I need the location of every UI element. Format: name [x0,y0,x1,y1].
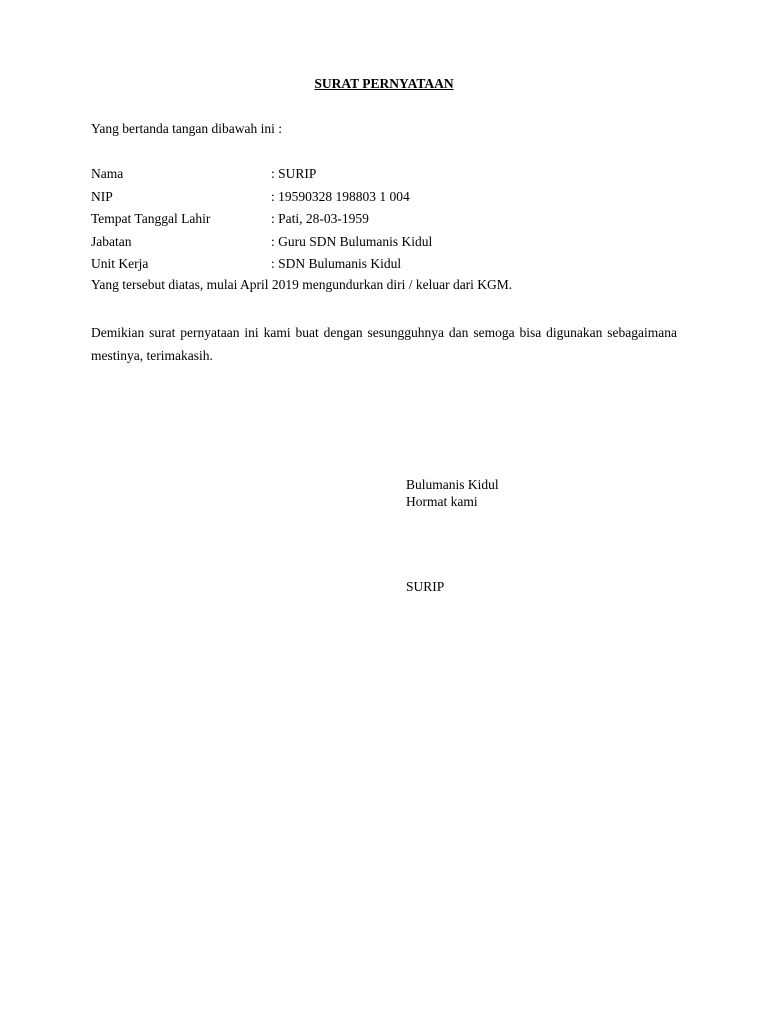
identity-fields [91,165,681,278]
signature-name: SURIP [406,579,445,594]
field-row-ttl [91,210,681,233]
field-label: Tempat Tanggal Lahir [91,211,211,226]
document-title: SURAT PERNYATAAN [314,76,454,91]
field-row-jabatan [91,233,681,256]
intro-text: Yang bertanda tangan dibawah ini : [91,121,282,136]
signature-greeting: Hormat kami [406,494,478,509]
field-value: : SDN Bulumanis Kidul [271,256,402,271]
closing-paragraph: Demikian surat pernyataan ini kami buat dengan sesungguhnya dan semoga bisa digunakan sebagaimana mestinya, terimakasih. [91,325,677,363]
field-label: Unit Kerja [91,256,149,271]
field-value: : SURIP [271,166,317,181]
field-label: NIP [91,188,113,204]
statement-text: Yang tersebut diatas, mulai April 2019 mengundurkan diri / keluar dari KGM. [91,277,513,292]
field-value: : 19590328 198803 1 004 [271,188,410,204]
field-label: Jabatan [91,233,132,249]
field-row-nama [91,165,681,188]
signature-place: Bulumanis Kidul [406,477,499,492]
field-label: Nama [91,166,124,181]
field-value: : Pati, 28-03-1959 [271,211,369,226]
field-row-nip [91,188,681,211]
field-value: : Guru SDN Bulumanis Kidul [271,233,433,249]
field-row-unit-kerja [91,255,681,278]
